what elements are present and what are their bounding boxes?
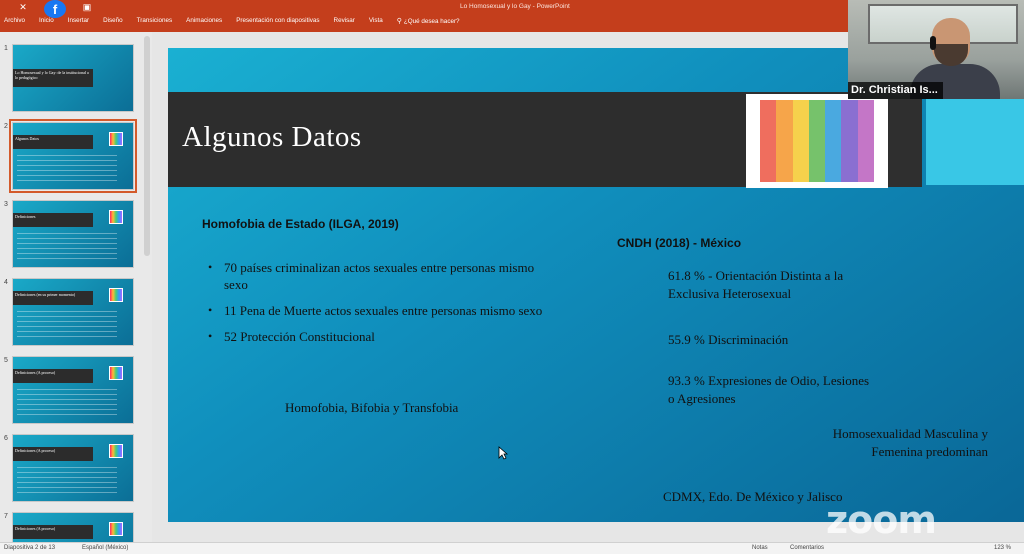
stat-line: Homosexualidad Masculina y xyxy=(832,426,988,441)
left-subtext[interactable]: Homofobia, Bifobia y Transfobia xyxy=(285,400,459,415)
bullet-item[interactable]: • 70 países criminalizan actos sexuales entre personas mismo sexo xyxy=(224,259,544,293)
stat-line: 93.3 % Expresiones de Odio, Lesiones xyxy=(668,373,870,388)
thumbnail-title: Definiciones (A proceso) xyxy=(15,526,56,531)
language-indicator[interactable]: Español (México) xyxy=(82,545,129,551)
facebook-icon[interactable]: f xyxy=(44,0,66,18)
slide-counter: Diapositiva 2 de 13 xyxy=(4,545,56,551)
lightbulb-icon: ⚲ xyxy=(396,18,402,25)
slide-thumbnails-pane[interactable] xyxy=(0,32,152,542)
stat-orientation[interactable] xyxy=(668,267,843,303)
thumbnail-title-bar xyxy=(13,69,93,87)
tab-archivo[interactable]: Archivo xyxy=(4,17,25,24)
thumbnail-title: Definiciones xyxy=(15,214,36,219)
thumbnail-image xyxy=(109,444,123,458)
slide-thumbnail-1[interactable] xyxy=(4,44,134,112)
thumbnail-image xyxy=(109,522,123,536)
thumbnail-title: Lo Homosexual y lo Gay: de la institucional a lo pedagógico xyxy=(15,70,89,80)
tell-me-search[interactable] xyxy=(397,17,474,29)
thumbnail-title-bar xyxy=(13,447,93,461)
save-icon[interactable]: ▣ xyxy=(82,1,92,12)
people-illustration xyxy=(760,100,874,182)
thumbnail-image xyxy=(109,210,123,224)
tab-insertar[interactable]: Insertar xyxy=(67,17,90,24)
thumbnail-number: 3 xyxy=(4,201,8,208)
accent-block xyxy=(926,92,1024,185)
status-bar xyxy=(0,542,1024,554)
tab-transiciones[interactable]: Transiciones xyxy=(136,17,173,24)
thumbnail-title: Definiciones (A proceso) xyxy=(15,448,56,453)
zoom-level[interactable]: 123 % xyxy=(994,545,1012,551)
ribbon-tabs xyxy=(0,17,488,29)
zoom-watermark-logo: zoom xyxy=(826,498,936,542)
tab-animaciones[interactable]: Animaciones xyxy=(186,17,223,24)
thumbnail-title-bar xyxy=(13,291,93,305)
thumbnail-number: 5 xyxy=(4,357,8,364)
thumbnail-image xyxy=(109,366,123,380)
thumbnail-text-lines xyxy=(17,155,117,185)
thumbnail-title-bar xyxy=(13,369,93,383)
participant-name: Dr. Christian Is... xyxy=(848,82,943,99)
thumbnail-title: Algunos Datos xyxy=(15,136,39,141)
thumbnails-scrollbar[interactable] xyxy=(144,36,150,256)
title-banner xyxy=(168,92,746,187)
slide-stage xyxy=(152,32,1024,542)
stat-line: o Agresiones xyxy=(668,391,736,406)
stat-regions[interactable]: CDMX, Edo. De México y Jalisco xyxy=(663,489,843,504)
bullet-item[interactable]: • 52 Protección Constitucional xyxy=(224,328,544,345)
slide-thumbnail-7[interactable] xyxy=(4,512,134,542)
thumbnail-text-lines xyxy=(17,311,117,341)
stat-line: 61.8 % - Orientación Distinta a la xyxy=(668,268,844,283)
right-heading[interactable]: CNDH (2018) - México xyxy=(617,236,742,250)
thumbnail-number: 2 xyxy=(4,123,8,130)
thumbnail-number: 6 xyxy=(4,435,8,442)
left-heading[interactable]: Homofobia de Estado (ILGA, 2019) xyxy=(202,217,399,231)
notes-button[interactable]: Notas xyxy=(752,545,768,551)
thumbnail-title: Definiciones (en su primer momento) xyxy=(15,292,76,297)
thumbnail-number: 7 xyxy=(4,513,8,520)
stat-predominance[interactable] xyxy=(768,425,988,461)
close-icon[interactable]: ✕ xyxy=(19,1,27,12)
pride-people-image[interactable] xyxy=(746,94,888,188)
thumbnail-title-bar xyxy=(13,525,93,539)
mouse-cursor-icon xyxy=(498,446,508,460)
thumbnail-text-lines xyxy=(17,389,117,419)
thumbnail-title-bar xyxy=(13,213,93,227)
slide-canvas[interactable] xyxy=(168,48,1024,522)
bullet-item[interactable]: • 11 Pena de Muerte actos sexuales entre personas mismo sexo xyxy=(224,302,544,319)
slide-title[interactable]: Algunos Datos xyxy=(182,121,362,153)
thumbnail-image xyxy=(109,132,123,146)
left-bullet-list xyxy=(224,259,544,354)
thumbnail-text-lines xyxy=(17,467,117,497)
slide-thumbnail-5[interactable] xyxy=(4,356,134,424)
stat-line: Femenina predominan xyxy=(871,444,988,459)
stat-hate-expressions[interactable] xyxy=(668,372,869,408)
thumbnail-number: 4 xyxy=(4,279,8,286)
window-title: Lo Homosexual y lo Gay - PowerPoint xyxy=(460,3,570,10)
thumbnail-title: Definiciones (A proceso) xyxy=(15,370,56,375)
stat-discrimination[interactable]: 55.9 % Discriminación xyxy=(668,332,789,347)
tab-vista[interactable]: Vista xyxy=(368,17,383,24)
participant-video[interactable] xyxy=(848,0,1024,99)
title-row xyxy=(0,0,848,17)
tab-revisar[interactable]: Revisar xyxy=(333,17,355,24)
tab-diseno[interactable]: Diseño xyxy=(103,17,123,24)
slide-thumbnail-6[interactable] xyxy=(4,434,134,502)
slide-thumbnail-4[interactable] xyxy=(4,278,134,346)
stat-line: Exclusiva Heterosexual xyxy=(668,286,792,301)
slide-thumbnail-2[interactable] xyxy=(4,122,134,190)
comments-button[interactable]: Comentarios xyxy=(790,545,825,551)
thumbnail-number: 1 xyxy=(4,45,8,52)
headphone-icon xyxy=(930,36,936,50)
tell-me-label: ¿Qué desea hacer? xyxy=(403,18,460,25)
tab-presentacion[interactable]: Presentación con diapositivas xyxy=(236,17,320,24)
thumbnail-image xyxy=(109,288,123,302)
thumbnail-text-lines xyxy=(17,233,117,263)
slide-thumbnail-3[interactable] xyxy=(4,200,134,268)
tab-inicio[interactable]: Inicio xyxy=(39,17,54,24)
thumbnail-title-bar xyxy=(13,135,93,149)
